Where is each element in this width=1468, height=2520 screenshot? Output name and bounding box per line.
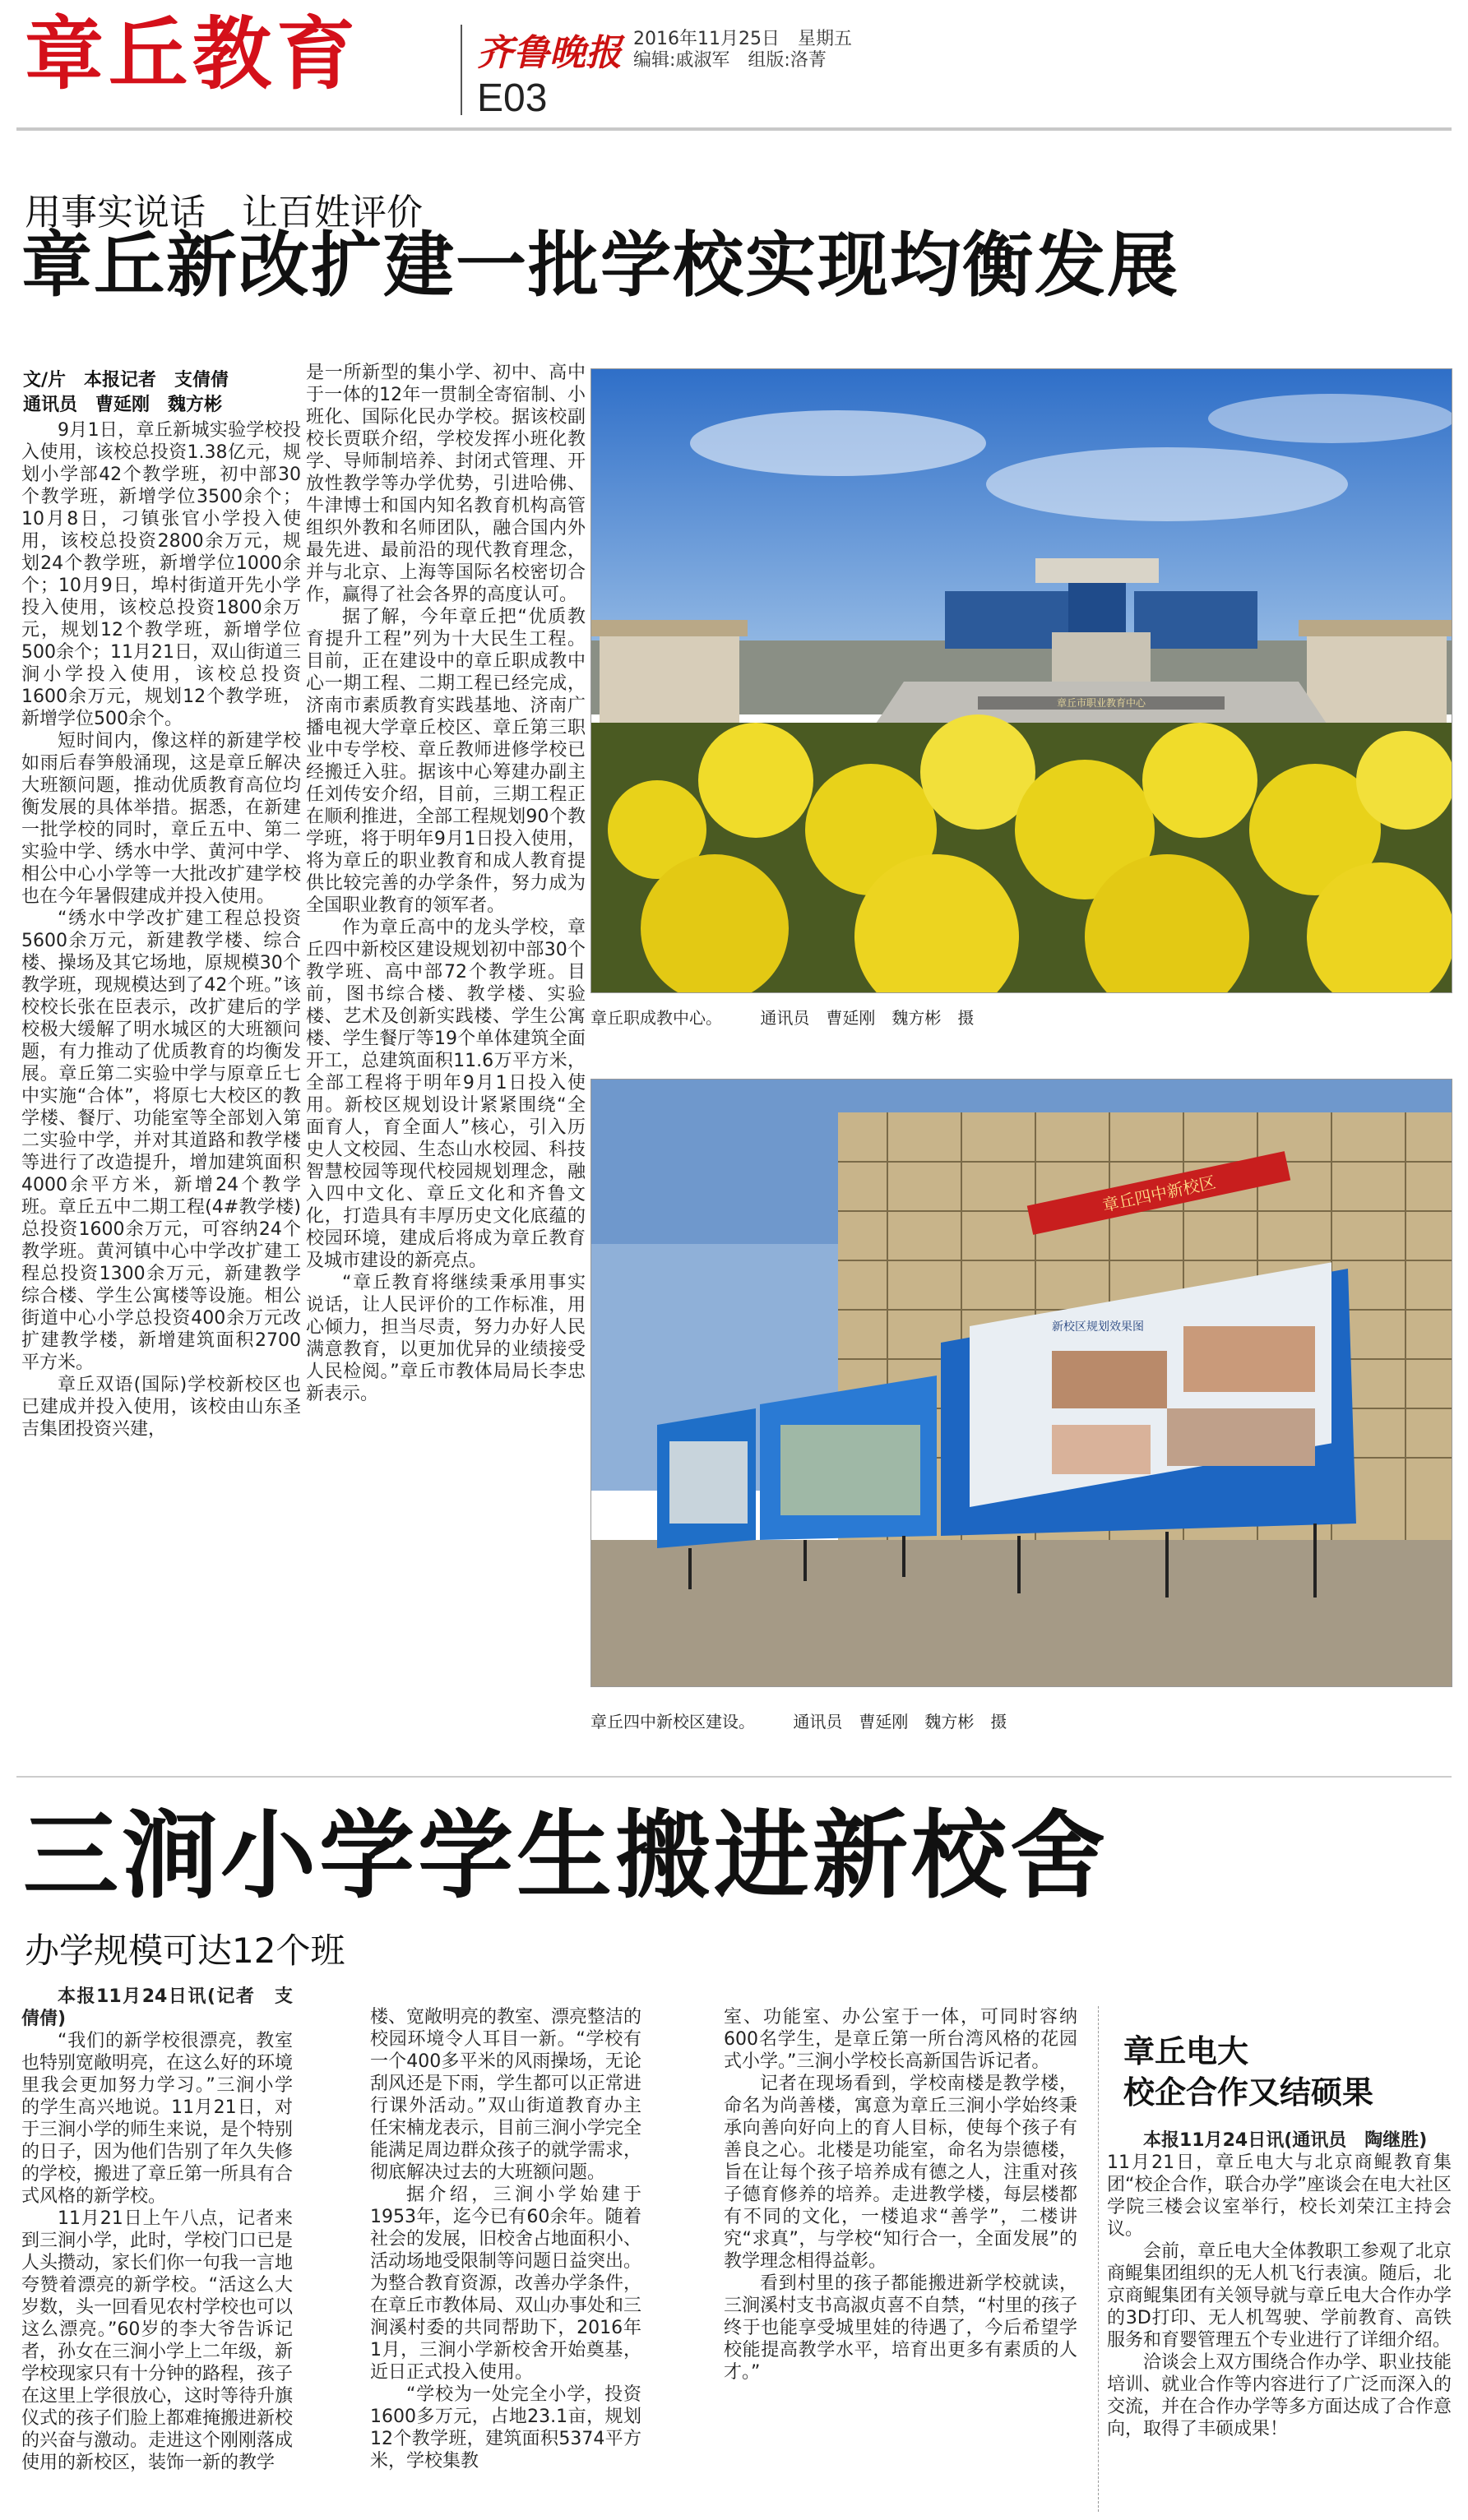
page-number: E03	[477, 76, 548, 120]
paragraph: 会前，章丘电大全体教职工参观了北京商鲲集团组织的无人机飞行表演。随后，北京商鲲集团有关领导就与章丘电大合作办学的3D打印、无人机驾驶、学前教育、高铁服务和育婴管理五个专业进行了详细介绍。	[1107, 2241, 1452, 2351]
paragraph: “学校为一处完全小学，投资1600多万元，占地23.1亩，规划12个教学班，建筑面积5374平方米，学校集教	[370, 2384, 641, 2471]
photo2-caption: 章丘四中新校区建设。	[590, 1712, 755, 1732]
photo-school-construction-image	[591, 1080, 1452, 1687]
photo-school-construction	[590, 1079, 1452, 1687]
editor-credits: 编辑:戚淑军 组版:洛菁	[633, 50, 827, 71]
photo1-credit: 通讯员 曹延刚 魏方彬 摄	[760, 1008, 975, 1028]
article1-title: 章丘新改扩建一批学校实现均衡发展	[21, 224, 1179, 307]
paragraph: 是一所新型的集小学、初中、高中于一体的12年一贯制全寄宿制、小班化、国际化民办学校。据该校副校长贾联介绍，学校发挥小班化教学、导师制培养、封闭式管理、开放性教学等办学优势，引进哈佛、牛津博士和国内知名教育机构高管组织外教和名师团队，融合国内外最先进、最前沿的现代教育理念，并与北京、上海等国际名校密切合作，赢得了社会各界的高度认可。	[306, 363, 586, 605]
paragraph: “绣水中学改扩建工程总投资5600余万元，新建教学楼、综合楼、操场及其它场地，原规模30个教学班，现规模达到了42个班。”该校校长张在臣表示，改扩建后的学校极大缓解了明水城区的大班额问题，有力推动了优质教育的均衡发展。章丘第二实验中学与原章丘七中实施“合体”，将原七大校区的教学楼、餐厅、功能室等全部划入第二实验中学，并对其道路和教学楼等进行了改造提升，增加建筑面积4000余平方米，新增24个教学班。章丘五中二期工程(4#教学楼)总投资1600余万元，可容纳24个教学班。黄河镇中心中学改扩建工程总投资1300余万元，新建教学综合楼、学生公寓楼等设施。相公街道中心小学总投资400余万元改扩建教学楼，新增建筑面积2700平方米。	[21, 909, 301, 1373]
photo2-caption-row	[590, 1709, 1007, 1732]
masthead-divider	[461, 25, 462, 115]
paper-name: 齐鲁晚报	[477, 32, 622, 74]
photo-vocational-center	[590, 368, 1452, 993]
paragraph: “章丘教育将继续秉承用事实说话，让人民评价的工作标准，用心倾力，担当尽责，努力办好人民满意教育，以更加优异的业绩接受人民检阅。”章丘市教体局局长李忠新表示。	[306, 1273, 586, 1404]
article1-column-1	[21, 419, 301, 1739]
paragraph: 作为章丘高中的龙头学校，章丘四中新校区建设规划初中部30个教学班、高中部72个教学班。目前，图书综合楼、教学楼、实验楼、艺术及创新实践楼、学生公寓楼、学生餐厅等19个单体建筑全面开工，总建筑面积11.6万平方米，全部工程将于明年9月1日投入使用。新校区规划设计紧紧围绕“全面育人，育全面人”核心，引入历史人文校园、生态山水校园、科技智慧校园等现代校园规划理念，融入四中文化、章丘文化和齐鲁文化，打造具有丰厚历史文化底蕴的校园环境，建成后将成为章丘教育及城市建设的新亮点。	[306, 918, 586, 1271]
article2-subtitle: 办学规模可达12个班	[25, 1930, 345, 1971]
paragraph: 楼、宽敞明亮的教室、漂亮整洁的校园环境令人耳目一新。“学校有一个400多平米的风雨操场，无论刮风还是下雨，学生都可以正常进行课外活动。”双山街道教育办主任宋楠龙表示，目前三涧小学完全能满足周边群众孩子的就学需求，彻底解决过去的大班额问题。	[370, 2007, 641, 2183]
paragraph: 看到村里的孩子都能搬进新学校就读，三涧溪村支书高淑贞喜不自禁，“村里的孩子终于也能享受城里娃的待遇了，今后希望学校能提高教学水平，培育出更多有素质的人才。”	[724, 2273, 1077, 2383]
paragraph: 11月21日，章丘电大与北京商鲲教育集团“校企合作，联合办学”座谈会在电大社区学院三楼会议室举行，校长刘荣江主持会议。	[1107, 2152, 1452, 2240]
paragraph: 11月21日上午八点，记者来到三涧小学，此时，学校门口已是人头攒动，家长们你一句我一言地夸赞着漂亮的新学校。“活这么大岁数，头一回看见农村学校也可以这么漂亮。”60岁的李大爷告诉记者，孙女在三涧小学上二年级，新学校现家只有十分钟的路程，孩子在这里上学很放心，这时等待升旗仪式的孩子们脸上都难掩搬进新校的兴奋与激动。走进这个刚刚落成使用的新校区，装饰一新的教学	[21, 2208, 293, 2473]
photo-vocational-center-image	[591, 369, 1452, 993]
top-rule	[16, 127, 1452, 131]
side-article-dateline: 本报11月24日讯(通讯员 陶继胜)	[1143, 2130, 1428, 2151]
paragraph: 记者在现场看到，学校南楼是教学楼，命名为尚善楼，寓意为章丘三涧小学始终秉承向善向好向上的育人目标，使每个孩子有善良之心。北楼是功能室，命名为崇德楼，旨在让每个孩子培养成有德之人，注重对孩子德育修养的培养。走进教学楼，每层楼都有不同的文化，一楼追求“善学”，二楼讲究“求真”，与学校“知行合一，全面发展”的教学理念相得益彰。	[724, 2074, 1077, 2272]
article2-column-1	[21, 1986, 293, 2512]
side-article	[1098, 2006, 1452, 2512]
article2-title: 三涧小学学生搬进新校舍	[23, 1801, 1109, 1912]
paragraph: 据介绍，三涧小学始建于1953年，迄今已有60余年。随着社会的发展，旧校舍占地面积小、活动场地受限制等问题日益突出。为整合教育资源，改善办学条件，在章丘市教体局、双山办事处和三涧溪村委的共同帮助下，2016年1月，三涧小学新校舍开始奠基，近日正式投入使用。	[370, 2185, 641, 2383]
article2-dateline: 本报11月24日讯(记者 支倩倩)	[21, 1986, 293, 2029]
byline-correspondents: 通讯员 曹延刚 魏方彬	[23, 395, 223, 415]
article2-column-2	[370, 2006, 641, 2512]
section-title: 章丘教育	[25, 8, 360, 100]
billboard-title: 新校区规划效果图	[1052, 1320, 1144, 1334]
paragraph: 据了解，今年章丘把“优质教育提升工程”列为十大民生工程。目前，正在建设中的章丘职成教中心一期工程、二期工程已经完成，济南市素质教育实践基地、济南广播电视大学章丘校区、章丘第三职业中专学校、章丘教师进修学校已经搬迁入驻。据该中心筹建办副主任刘传安介绍，目前，三期工程正在顺利推进，全部工程规划90个教学班，将于明年9月1日投入使用，将为章丘的职业教育和成人教育提供比较完善的办学条件，努力成为全国职业教育的领军者。	[306, 607, 586, 916]
article1-byline	[23, 368, 303, 418]
photo1-caption: 章丘职成教中心。	[590, 1008, 722, 1028]
issue-date: 2016年11月25日 星期五	[633, 29, 852, 49]
gate-sign-text: 章丘市职业教育中心	[1056, 697, 1146, 709]
photo1-caption-row	[590, 1005, 974, 1029]
article1-subtitle: 用事实说话 让百姓评价	[25, 192, 423, 234]
side-article-body	[1107, 2129, 1452, 2440]
paragraph: 章丘双语(国际)学校新校区也已建成并投入使用，该校由山东圣吉集团投资兴建，	[21, 1375, 301, 1440]
side-article-title-line1: 章丘电大	[1123, 2033, 1249, 2069]
article2-column-3	[724, 2006, 1077, 2512]
section-divider	[16, 1776, 1452, 1778]
paragraph: 短时间内，像这样的新建学校如雨后春笋般涌现，这是章丘解决大班额问题，推动优质教育高位均衡发展的具体举措。据悉，在新建一批学校的同时，章丘五中、第二实验中学、绣水中学、黄河中学、相公中心小学等一大批改扩建学校也在今年暑假建成并投入使用。	[21, 731, 301, 907]
photo2-credit: 通讯员 曹延刚 魏方彬 摄	[793, 1712, 1007, 1732]
paragraph: 9月1日，章丘新城实验学校投入使用，该校总投资1.38亿元，规划小学部42个教学班，初中部30个教学班，新增学位3500余个；10月8日，刁镇张官小学投入使用，该校总投资2800余万元，规划24个教学班，新增学位1000余个；10月9日，埠村街道开先小学投入使用，该校总投资1800余万元，规划12个教学班，新增学位500余个；11月21日，双山街道三涧小学投入使用，该校总投资1600余万元，规划12个教学班，新增学位500余个。	[21, 420, 301, 729]
side-article-title-line2: 校企合作又结硕果	[1123, 2074, 1374, 2111]
paragraph: 洽谈会上双方围绕合作办学、职业技能培训、就业合作等内容进行了广泛而深入的交流，并在合作办学等多方面达成了合作意向，取得了丰硕成果！	[1107, 2352, 1452, 2439]
paragraph: “我们的新学校很漂亮，教室也特别宽敞明亮，在这么好的环境里我会更加努力学习。”三涧小学的学生高兴地说。11月21日，对于三涧小学的师生来说，是个特别的日子，因为他们告别了年久失修的学校，搬进了章丘第一所具有合式风格的新学校。	[21, 2031, 293, 2207]
construction-banner-text: 章丘四中新校区	[1100, 1172, 1218, 1216]
byline-reporter: 文/片 本报记者 支倩倩	[23, 370, 229, 391]
article1-column-2	[306, 362, 586, 1739]
paragraph: 室、功能室、办公室于一体，可同时容纳600名学生，是章丘第一所台湾风格的花园式小学。”三涧小学校长高新国告诉记者。	[724, 2007, 1077, 2072]
